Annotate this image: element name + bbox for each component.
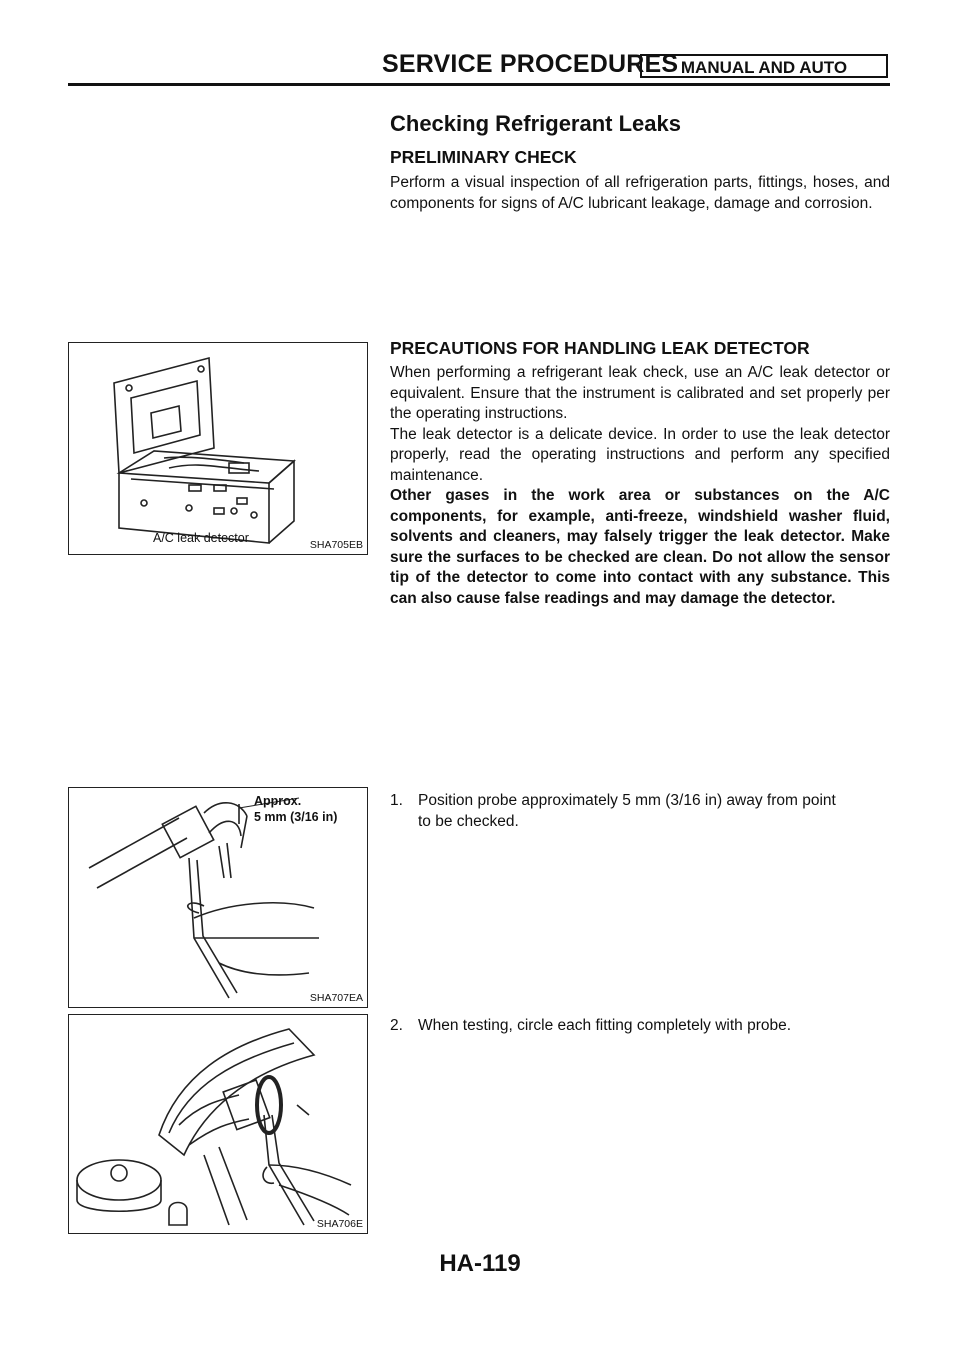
precautions-text	[390, 363, 890, 609]
preliminary-heading: PRELIMINARY CHECK	[390, 147, 577, 167]
step-1-text: Position probe approximately 5 mm (3/16 in) away from point	[418, 792, 836, 809]
figure-leak-detector	[68, 342, 368, 555]
figure-2-code: SHA707EA	[309, 992, 363, 1004]
step-2-number: 2.	[390, 1017, 403, 1034]
figure-probe-distance	[68, 787, 368, 1008]
page-header-title: SERVICE PROCEDURES	[382, 50, 679, 78]
header-badge: MANUAL AND AUTO	[640, 54, 888, 78]
preliminary-text	[390, 173, 890, 214]
figure-1-label: A/C leak detector	[153, 531, 249, 545]
precautions-paragraph-2: The leak detector is a delicate device. In order to use the leak detector properly, read the operating instructions and perform any specified maintenance.	[390, 425, 890, 484]
section-title: Checking Refrigerant Leaks	[390, 111, 681, 136]
figure-1-code: SHA705EB	[309, 539, 363, 551]
step-1-text-cont: to be checked.	[418, 812, 519, 830]
figure-2-label-distance: 5 mm (3/16 in)	[254, 810, 338, 824]
figure-circle-fitting	[68, 1014, 368, 1234]
leak-detector-illustration	[69, 343, 367, 554]
step-1-number: 1.	[390, 792, 403, 809]
step-2	[390, 1016, 890, 1037]
precautions-paragraph-3: Other gases in the work area or substances on the A/C components, for example, anti-freeze, windshield washer fluid, solvents and cleaners, may falsely trigger the leak detector. Make sure the surfaces to be checked are clean. Do not allow the sensor tip of the detector to come into contact with any substance. This can also cause false readings and may damage the detector.	[390, 487, 890, 607]
precautions-paragraph-1: When performing a refrigerant leak check, use an A/C leak detector or equivalent. Ensure that the instrument is calibrated and set properly per the operating instructions.	[390, 364, 890, 422]
figure-2-label-approx: Approx.	[254, 794, 302, 808]
header-rule	[68, 83, 890, 86]
step-2-text: When testing, circle each fitting completely with probe.	[418, 1017, 792, 1034]
step-1	[390, 791, 890, 832]
preliminary-paragraph: Perform a visual inspection of all refrigeration parts, fittings, hoses, and components for signs of A/C lubricant leakage, damage and corrosion.	[390, 174, 890, 212]
precautions-heading: PRECAUTIONS FOR HANDLING LEAK DETECTOR	[390, 338, 810, 358]
figure-3-code: SHA706E	[316, 1218, 363, 1230]
page-number: HA-119	[439, 1250, 521, 1277]
circle-fitting-illustration	[69, 1015, 367, 1233]
